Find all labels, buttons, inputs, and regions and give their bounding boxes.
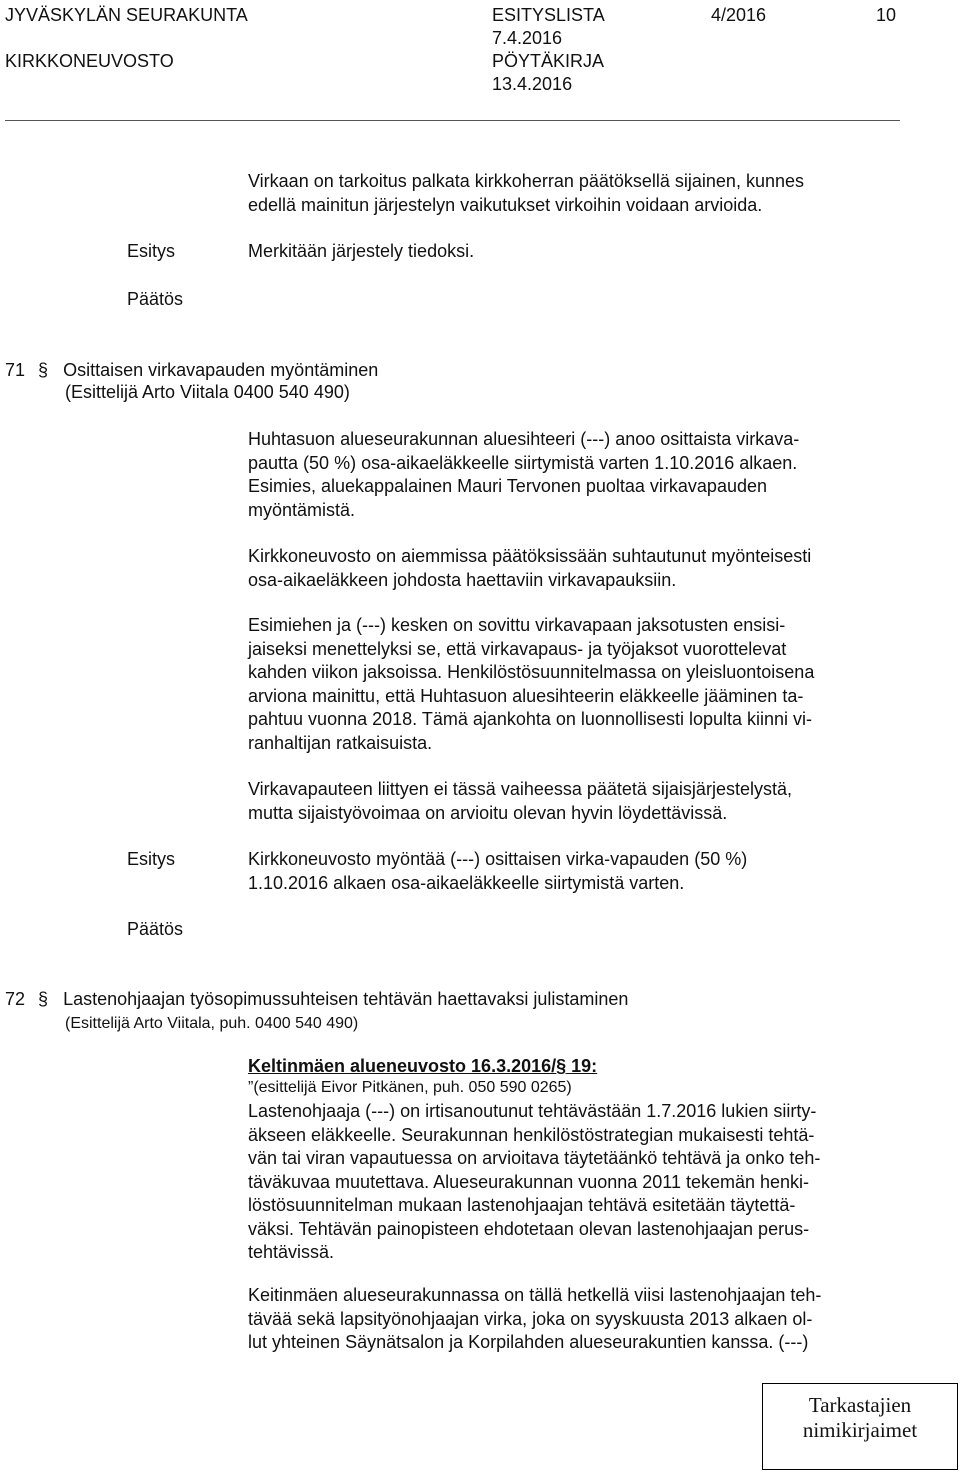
esitys-text: Merkitään järjestely tiedoksi. [248, 241, 475, 261]
section-sign: § [38, 989, 49, 1009]
item-71-paragraph-3 [248, 614, 898, 755]
item-72-heading [5, 988, 628, 1012]
stamp-line: Tarkastajien [808, 1393, 912, 1417]
intro-paragraph [248, 170, 898, 217]
text-line: tävää sekä lapsityönohjaajan virka, joka on syyskuusta 2013 alkaen ol- [248, 1308, 813, 1329]
text-line: pautta (50 %) osa-aikaeläkkeelle siirtymistä varten 1.10.2016 alkaen. [248, 452, 798, 473]
header-divider [5, 120, 900, 121]
text-line: arviona mainittu, että Huhtasuon aluesihteerin eläkkeelle jääminen ta- [248, 685, 804, 706]
text-line: Huhtasuon alueseurakunnan aluesihteeri (---) anoo osittaista virkava- [248, 429, 800, 449]
text-line: Keitinmäen alueseurakunnassa on tällä hetkellä viisi lastenohjaajan teh- [248, 1285, 822, 1305]
item-71-paragraph-1 [248, 428, 898, 522]
text-line: pahtuu vuonna 2018. Tämä ajankohta on luonnollisesti lopulta kiinni vi- [248, 709, 813, 729]
item-71-paragraph-2 [248, 545, 898, 592]
text-line: Virkavapauteen liittyen ei tässä vaiheessa päätetä sijaisjärjestelystä, [248, 779, 792, 799]
text-line: väksi. Tehtävän painopisteen ehdotetaan olevan lastenohjaajan perus- [248, 1218, 810, 1239]
text-line: Kirkkoneuvosto myöntää (---) osittaisen virka-vapauden (50 %) [248, 849, 748, 869]
text-line: äkseen eläkkeelle. Seurakunnan henkilöstöstrategian mukaisesti tehtä- [248, 1124, 815, 1145]
esitys-label: Esitys [127, 241, 176, 261]
item-71-paragraph-4 [248, 778, 898, 825]
esitys-label: Esitys [127, 849, 176, 869]
doc-date-agenda: 7.4.2016 [492, 28, 563, 48]
reviewer-initials-box [762, 1383, 958, 1470]
text-line: Esimiehen ja (---) kesken on sovittu virkavapaan jaksotusten ensisi- [248, 615, 786, 635]
item-presenter: (Esittelijä Arto Viitala 0400 540 490) [65, 382, 350, 402]
text-line: mutta sijaistyövoimaa on arvioitu olevan hyvin löydettävissä. [248, 802, 728, 823]
meeting-number: 4/2016 [711, 5, 767, 25]
text-line: jaiseksi menettelyksi se, että virkavapaus- ja työjaksot vuorottelevat [248, 638, 787, 659]
text-line: löstösuunnitelman mukaan lastenohjaajan tehtävä esitetään täytettä- [248, 1195, 796, 1215]
body-name: KIRKKONEUVOSTO [5, 51, 174, 71]
text-line: myöntämistä. [248, 499, 356, 520]
text-line: lut yhteinen Säynätsalon ja Korpilahden alueseurakuntien kanssa. (---) [248, 1332, 809, 1352]
reference-presenter: ”(esittelijä Eivor Pitkänen, puh. 050 590 0265) [248, 1079, 572, 1096]
reference-item-number: 19: [566, 1056, 598, 1076]
doc-type-agenda: ESITYSLISTA [492, 5, 605, 25]
text-line: osa-aikaeläkkeen johdosta haettaviin virkavapauksiin. [248, 569, 677, 590]
text-line: Kirkkoneuvosto on aiemmissa päätöksissään suhtautunut myönteisesti [248, 546, 812, 566]
section-sign: § [38, 360, 49, 380]
text-line: tehtävissä. [248, 1242, 335, 1262]
text-line: Lastenohjaaja (---) on irtisanoutunut tehtävästään 1.7.2016 lukien siirty- [248, 1101, 817, 1121]
item-number: 71 [5, 360, 26, 380]
page-number: 10 [876, 5, 897, 25]
item-number: 72 [5, 989, 26, 1009]
text-line: vän tai viran vapautuessa on arvioitava täytetäänkö tehtävä ja onko teh- [248, 1148, 821, 1168]
doc-date-minutes: 13.4.2016 [492, 74, 573, 94]
item-presenter: (Esittelijä Arto Viitala, puh. 0400 540 490) [65, 1015, 359, 1032]
text-line: 1.10.2016 alkaen osa-aikaeläkkeelle siirtymistä varten. [248, 872, 685, 893]
item-72-paragraph-2 [248, 1284, 898, 1355]
text-line: Esimies, aluekappalainen Mauri Tervonen puoltaa virkavapauden [248, 476, 767, 496]
text-line: kahden viikon jaksoissa. Henkilöstösuunnitelmassa on yleisluontoisena [248, 662, 815, 682]
text-line: täväkuvaa muutettava. Alueseurakunnan vuonna 2011 tekemän henki- [248, 1171, 810, 1192]
item-title: Osittaisen virkavapauden myöntäminen [63, 360, 379, 380]
paatos-label: Päätös [127, 919, 184, 939]
reference-heading [248, 1055, 597, 1079]
item-71-proposal [248, 848, 898, 895]
reference-title: Keltinmäen alueneuvosto 16.3.2016/ [248, 1056, 557, 1076]
stamp-line: nimikirjaimet [802, 1418, 918, 1442]
section-sign: § [556, 1056, 567, 1076]
org-name: JYVÄSKYLÄN SEURAKUNTA [5, 5, 248, 25]
item-title: Lastenohjaajan työsopimussuhteisen tehtävän haettavaksi julistaminen [63, 989, 629, 1009]
paatos-label: Päätös [127, 289, 184, 309]
text-line: edellä mainitun järjestelyn vaikutukset virkoihin voidaan arvioida. [248, 194, 763, 215]
text-line: Virkaan on tarkoitus palkata kirkkoherran päätöksellä sijainen, kunnes [248, 171, 804, 191]
text-line: ranhaltijan ratkaisuista. [248, 732, 433, 753]
item-71-heading [5, 359, 378, 383]
doc-type-minutes: PÖYTÄKIRJA [492, 51, 605, 71]
item-72-paragraph-1 [248, 1100, 898, 1265]
